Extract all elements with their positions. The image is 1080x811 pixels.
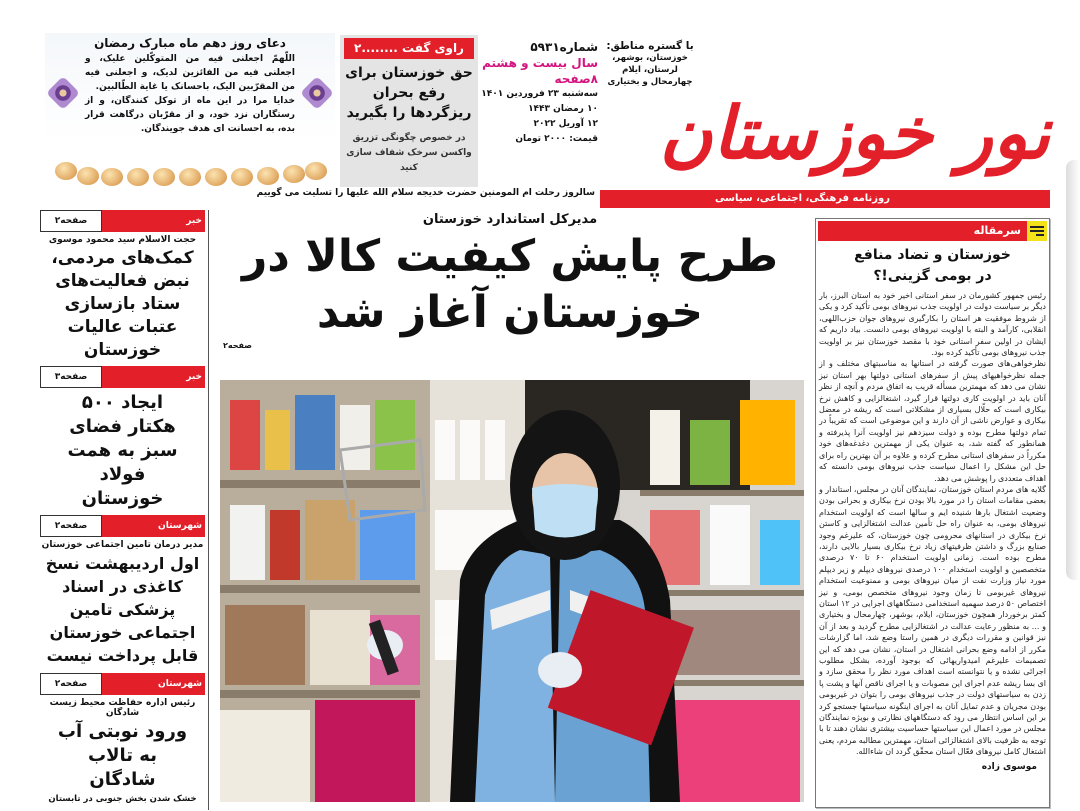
newspaper-logo: نور خوزستان [659,91,1050,175]
date-gregorian: ۱۲ آوریل ۲۰۲۲ [533,119,598,129]
news-kicker: رئیس اداره حفاظت محیط زیست شادگان [49,698,196,718]
lead-kicker: مدیرکل استاندارد خوزستان [422,212,598,227]
column-divider [208,210,209,810]
editorial-body [818,290,1047,758]
lead-story[interactable] [215,212,805,350]
news-subtitle: خشک شدن بخش جنوبی در تابستان [48,794,197,804]
regions-list: خوزستان، بوشهر، لرستان، ایلام چهارمحال و بختیاری [607,53,693,87]
price: قیمت: ۲۰۰۰ تومان [515,134,598,144]
issue-info [480,40,598,147]
page-ref[interactable]: صفحه۲ [40,673,102,695]
prayer-beads-image [55,162,325,186]
news-item[interactable] [40,673,205,804]
regions-title: با گستره مناطق: [606,40,694,52]
editorial-box [815,218,1050,808]
slogan-bar: روزنامه فرهنگی، اجتماعی، سیاسی [600,190,1050,208]
issue-year: سال بیست و هشتم [482,56,598,70]
prayer-box [45,33,335,188]
news-kicker: مدیر درمان تامین اجتماعی خوزستان [41,540,204,550]
news-title[interactable]: کمک‌های مردمی، نبض فعالیت‌های ستاد بازسازی عتبات عالیات خوزستان [51,248,194,360]
prayer-title: دعای روز دهم ماه مبارک رمضان [94,36,286,50]
editorial-author: موسوی زاده [981,761,1037,772]
news-item[interactable] [40,210,205,362]
section-tag: خبر [102,210,205,232]
condolence-line: سالروز رحلت ام المومنین حضرت خدیجه سلام الله علیها را تسلیت می گوییم [256,188,595,198]
rawi-header: راوی گفت ........۲ [344,38,474,59]
rawi-subtitle: در خصوص چگونگی تزریق واکسن سرخک شفاف سازی کنید [346,133,472,173]
page-ref[interactable]: صفحه۳ [40,366,102,388]
editorial-header [818,221,1047,241]
left-news-column [40,210,205,804]
section-tag: شهرستان [102,515,205,537]
date-lunar: ۱۰ رمضان ۱۴۴۳ [528,104,598,114]
prayer-farsi: خدایا مرا در این ماه از توکل کنندگان، و از رستگاران نزد خود، و از مقرّبان درگاهت قرار بده، به احسانت ای هدف جویندگان. [85,96,295,134]
news-item[interactable] [40,366,205,511]
editorial-paragraph: گلایه های مردم استان خوزستان، نمایندگان آنان در مجلس، استاندار و بعضی مقامات استان را در مورد بالا بودن نرخ بیکاری و بحرانی بودن وضعیت اشتغال بارها شنیده ایم و سالها است که اولویت استخدام نیروهای بومی، به عنوان راه حل تأمین عدالت اشتغالزایی و کاستن نرخ بیکاری در استانهای محرومی چون خوزستان، که علیرغم وجود صنایع بزرگ و داشتن ظرفیتهای زیاد نرخ بیکاری بسیار بالایی دارند، مطرح بوده است. زمانی اولویت استخدام ۶۰ تا ۷۰ درصدی متخصصین و اولویت استخدام ۱۰۰ درصدی نیروهای دیپلم و زیر دیپلم مورد نیاز وزارت نفت از میان نیروهای بومی و ممنوعیت استخدام نیروهای غیربومی تا زمان وجود نیروهای متخصص بومی، و نیز اختصاص ۵۰ درصد سهمیه استخدامی دستگاههای اجرایی در ۱۲ استان کمتر برخوردار همچون خوزستان، ایلام، بوشهر، چهارمحال و بختیاری و ... به منظور رعایت عدالت در اشتغالزایی مطرح گردید و بعد از آن نیز قوانین و مقررات دیگری در همین راستا وضع شد، اما گزارشات مکرر از ادامه وضع بحرانی اشتغال در استان، نشان می دهد که این تصمیمات علیرغم امیدواریهائی که بوجود آورده، بشکل مطلوب اجرائی نشده و یا نتوانسته است اهداف مورد نظر را محقق سازد و ای بسا ریشه عدم اجرای این مصوبات و یا اجرای ناقص آنها و پشت پا زدن به سیاستهای دولت در جذب نیروهای بومی را بتوان در غیربومی بودن مجریان و عدم تمایل آنان به اجرای اینگونه سیاستها جستجو کرد بر این اساس انتظار می رود که دستگاههای نظارتی و بویژه نمایندگان مجلس در مورد اعمال این سیاستها حساسیت بیشتری نشان دهند تا با توجه به ظرفیت بالای اشتغالزائی استان، مهمترین مطالبه مردم، یعنی اشتغال کامل نیروهای فعّال استان محقّق گردد ان شاءالله. [819,484,1046,757]
section-tag: خبر [102,366,205,388]
menu-lines-icon [1027,221,1047,241]
news-title[interactable]: ورود نوبتی آب به تالاب شادگان [57,721,188,790]
lead-photo [220,380,804,802]
editorial-title[interactable]: خوزستان و تضاد منافع در بومی گزینی!؟ [854,247,1011,284]
lead-page-ref[interactable]: صفحه۲ [223,341,252,350]
news-title[interactable]: ایجاد ۵۰۰ هکتار فضای سبز به همت فولاد خوزستان [67,392,178,509]
news-title[interactable]: اول اردیبهشت نسخ کاغذی در اسناد پزشکی تامین اجتماعی خوزستان قابل پرداخت نیست [45,554,200,665]
editorial-paragraph: رئیس جمهور کشورمان در سفر استانی اخیر خود به استان البرز، بار دیگر بر سیاست دولت در اولویت جذب نیروهای بومی تأکید کرد و یکی از شروط موفقیت هر استان را بکارگیری نیروهای جوان حزب‌اللهی، انقلابی، کارآمد و البته با اولویت نیروهای بومی دانست. بیاد داریم که ایشان در اولین سفر استانی خود با مقصد خوزستان نیز بر اولویت جذب نیروهای بومی تأکید کرده بود. [819,291,1046,358]
news-item[interactable] [40,515,205,667]
rawi-title: حق خوزستان برای رفع بحران ریزگردها را بگیرید [345,65,473,121]
editorial-paragraph: نظرخواهی‌های صورت گرفته در استانها به مناسبتهای مختلف و از جمله نظرخواهیهای پیش از سفرهای استانی دولتها بهر استان نیز نشان می دهد که مهمترین مسأله قریب به اتفاق مردم و آنچه از نظر آنان باید در اولویت کاری دولتها قرار گیرد، اشتغالزایی و کاهش نرخ بیکاری است که حلّال بسیاری از مشکلاتی است که ریشه در معضل بیکاری و عوارض ناشی از آن دارند و این موضوعی است که تقریباً در تمام دولتها مطرح بوده و دولت سیزدهم نیز اولویت آنرا پذیرفته و همانطور که گفته شد، به عنوان یکی از مهمترین دغدغه‌های خود مکرراً در سفرهای استانی مطرح کرده و علاوه بر آن بهترین راه برای حل این مشکل را اعمال سیاست جذب نیروهای بومی دانسته که اهداف متعددی را پوشش می دهد. [819,359,1046,483]
lead-headline[interactable]: طرح پایش کیفیت کالا در خوزستان آغاز شد [241,231,779,338]
issue-pages: ۸صفحه [554,72,598,86]
section-tag: شهرستان [102,673,205,695]
issue-number: شماره۵۹۳۱ [530,40,598,54]
scroll-edge[interactable] [1066,160,1080,580]
page-ref[interactable]: صفحه۲ [40,515,102,537]
editorial-label: سرمقاله [973,224,1021,237]
date-solar: سه‌شنبه ۲۳ فروردین ۱۴۰۱ [481,89,598,99]
page-ref[interactable]: صفحه۲ [40,210,102,232]
rawi-box [340,35,478,187]
prayer-arabic: اللّهمّ اجعلنی فیه من المتوکّلین علیک، و اجعلنی فیه من الفائزین لدیک، و اجعلنی فیه من المقرّبین الیک، باحسانک یا غایة الطّالبین. [85,54,295,92]
news-kicker: حجت الاسلام سید محمود موسوی [48,235,197,245]
